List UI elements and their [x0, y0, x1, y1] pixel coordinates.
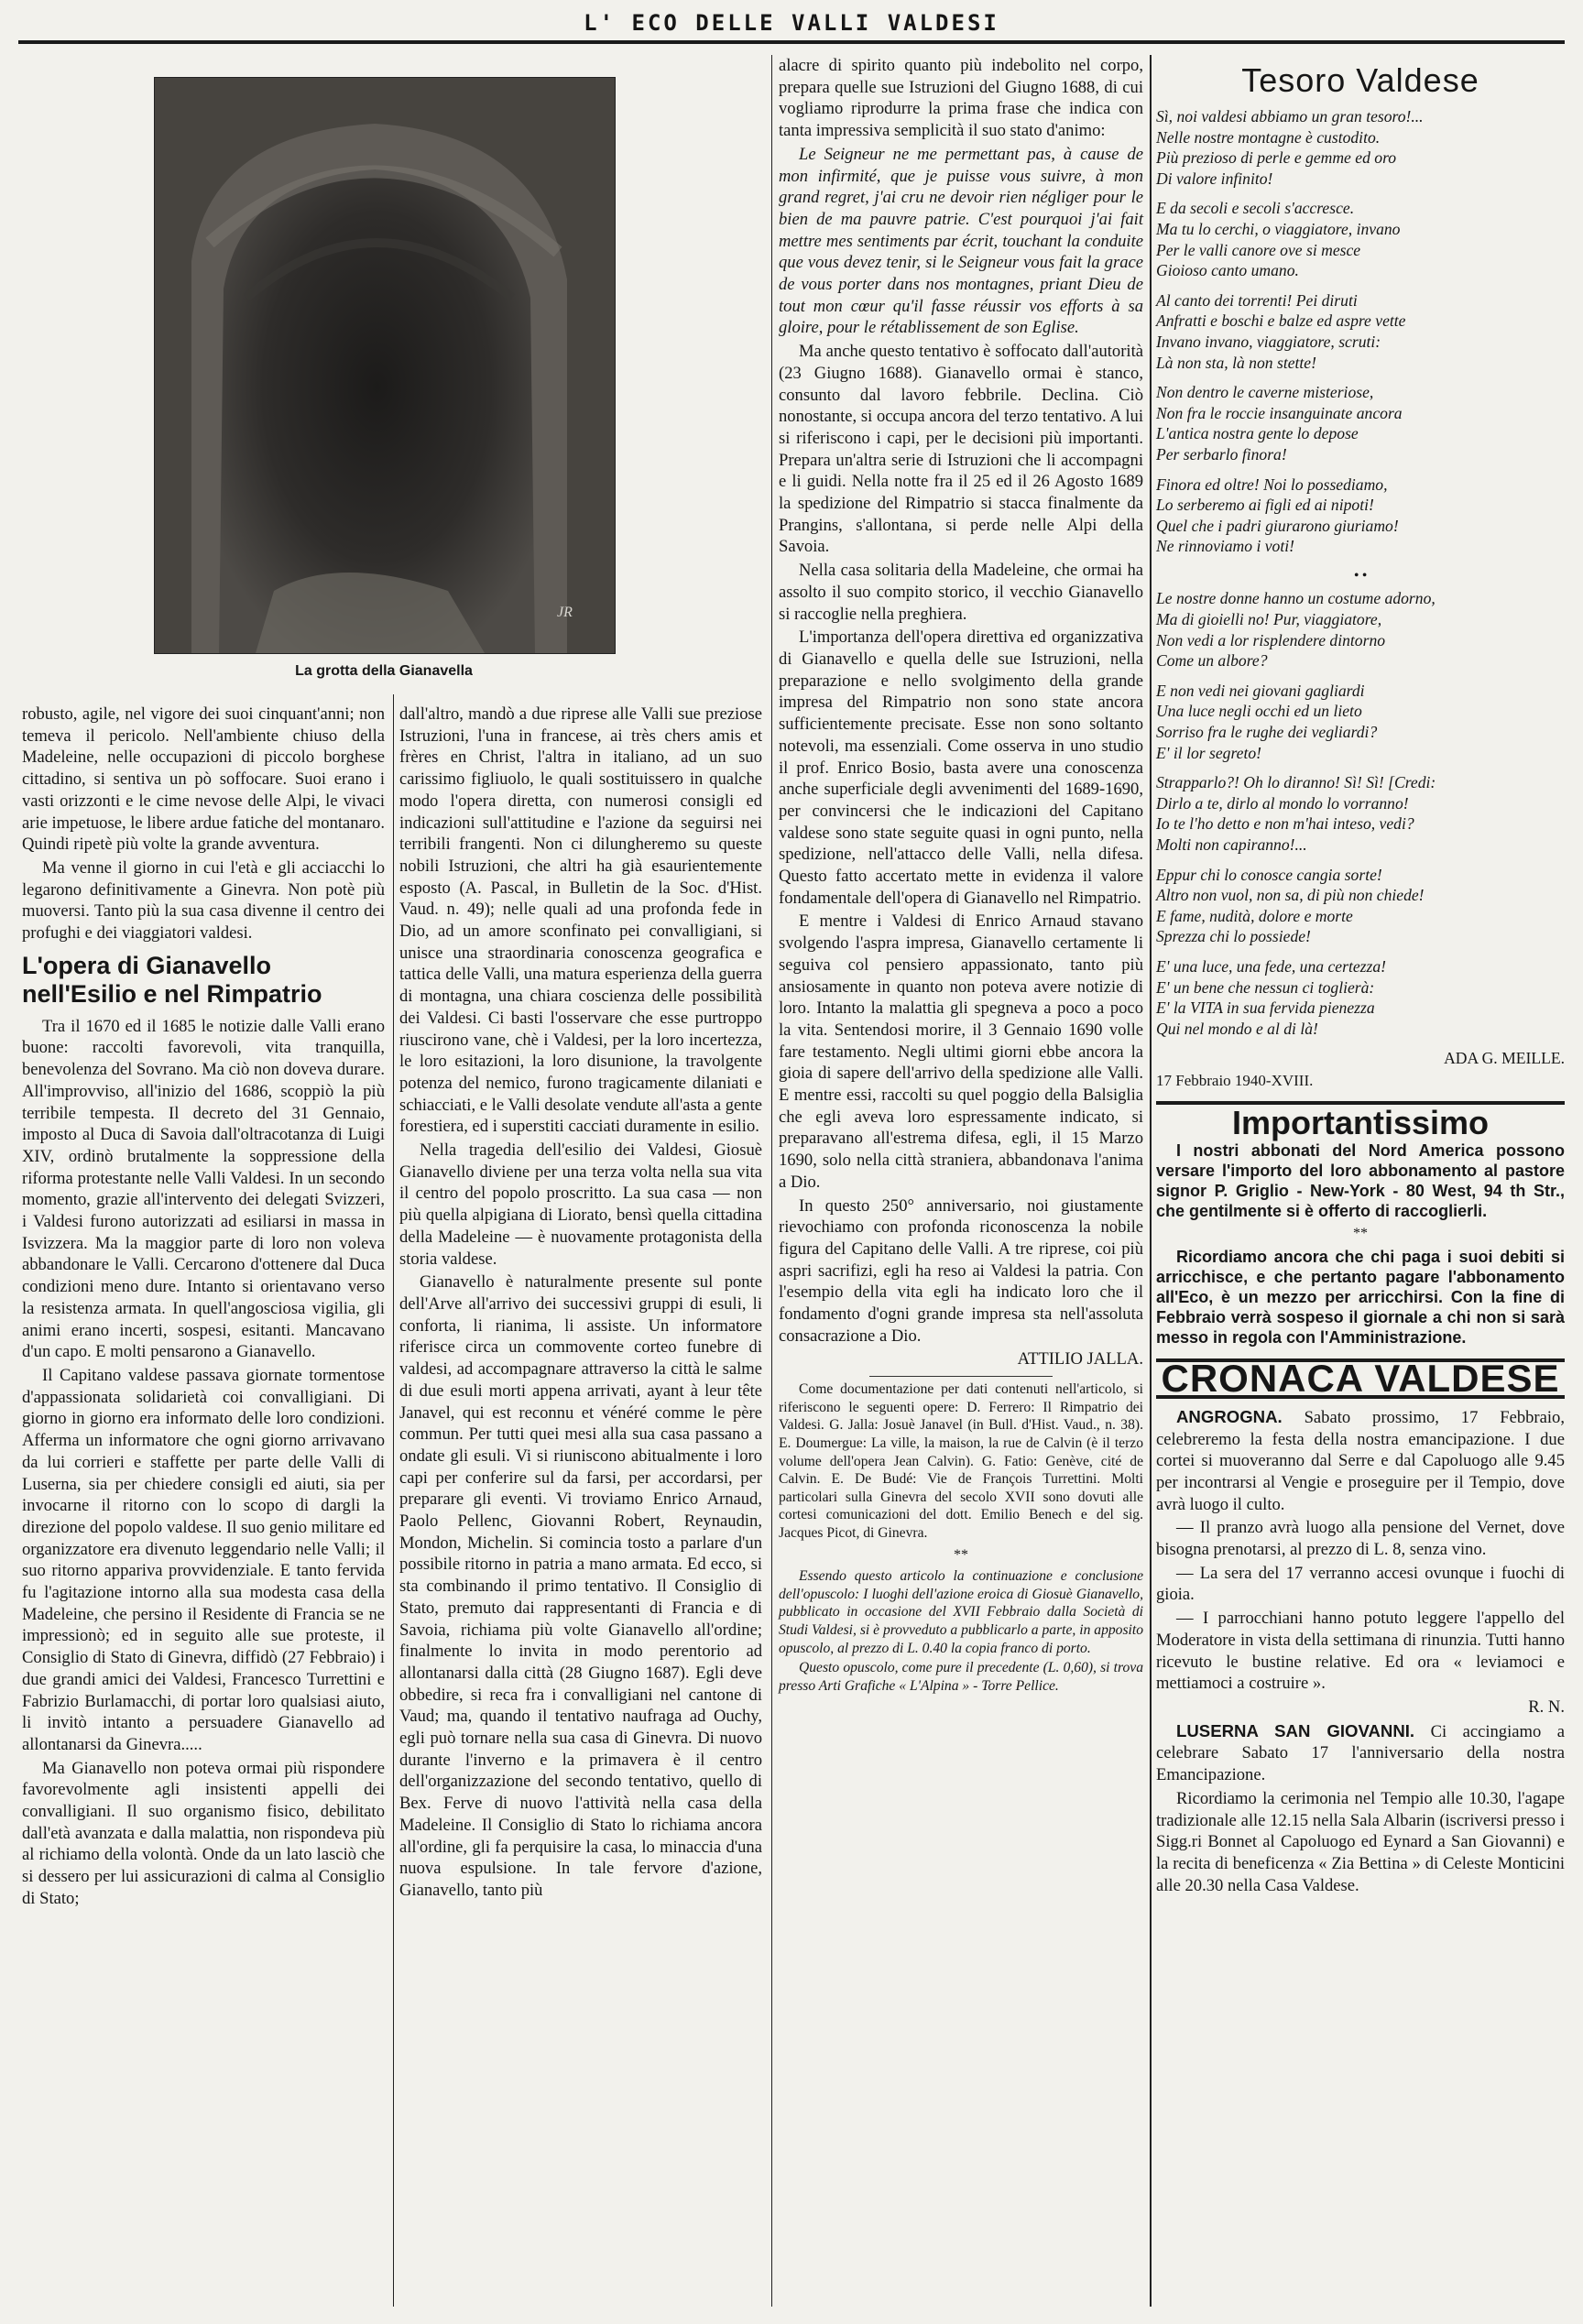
poem-line: Io te l'ho detto e non m'hai inteso, vedi?: [1156, 814, 1414, 834]
poem-stanza: [1156, 588, 1565, 671]
poem-date: 17 Febbraio 1940-XVIII.: [1156, 1072, 1314, 1090]
poem-line: Di valore infinito!: [1156, 169, 1273, 188]
poem-line: E' una luce, una fede, una certezza!: [1156, 956, 1386, 976]
poem-stanza: [1156, 475, 1565, 557]
paragraph: E mentre i Valdesi di Enrico Arnaud stavano svolgendo l'aspra impresa, Gianavello certamente li seguiva col pensiero appassionato, tanto più ansiosamente in quanto non poteva avere notizie di loro. Intanto la malattia gli spegneva a poco a poco la vita. Sentendosi morire, il 3 Gennaio 1690 volle fare testamento. Negli ultimi giorni ebbe ancora la gioia di sapere dell'arrivo della spedizione alle Valli. E mentre essi, raccolti su quel poggio della Balsiglia che egli aveva loro espressamente indicato, si preparavano all'estrema difesa, egli, il 15 Marzo 1690, solo nella città straniera, abbandonava l'anima a Dio.: [779, 911, 1143, 1192]
paragraph: Nella casa solitaria della Madeleine, che ormai ha assolto il suo compito storico, il vecchio Gianavello si raccoglie nella preghiera.: [779, 561, 1143, 624]
poem-line: Qui nel mondo e al di là!: [1156, 1019, 1318, 1038]
poem-stanza: [1156, 290, 1565, 373]
paragraph: In questo 250° anniversario, noi giustamente rievochiamo con profonda riconoscenza la nobile figura del Capitano delle Valli. A tre riprese, coi più aspri sacrifizi, egli ha reso ai Valdesi la patria. Con l'esempio della vita egli ha indicato loro che il fondamento d'ogni grande impresa sta nell'assoluta consacrazione a Dio.: [779, 1195, 1143, 1346]
place-name: LUSERNA SAN GIOVANNI.: [1176, 1720, 1415, 1740]
poem-line: Altro non vuol, non sa, di più non chiede!: [1156, 886, 1425, 905]
paragraph: Ma Gianavello non poteva ormai più rispondere favorevolmente agli insistenti appelli dei convalligiani. Il suo organismo fisico, debilitato dall'età avanzata e dalla malattia, non rispondeva più al richiamo della volontà. Onde da un lato lasciò che si dessero per lui assicurazioni di calma al Consiglio di Stato;: [22, 1758, 385, 1908]
paragraph: Tra il 1670 ed il 1685 le notizie dalle Valli erano buone: raccolti favorevoli, vita tranquilla, benevolenza del Sovrano. Ma ciò non doveva durare. All'improvviso, all'inizio del 1686, scoppiò la più terribile tempesta. Il decreto del 31 Gennaio, imposto al Duca di Savoia dall'oltracotanza di Luigi XIV, ordinò brutalmente la soppressione della riforma protestante nelle Valli Valdesi. In un secondo momento, grazie all'intervento dei delegati Svizzeri, i Valdesi furono autorizzati ad esiliarsi in massa in Isvizzera. Ma la maggior parte di loro non voleva abbandonare le Valli. Cercarono d'ottenere dal Duca condizioni meno dure. Intanto si orientavano verso la resistenza armata. In quell'angosciosa vigilia, gli animi erano incerti, sospesi, esitanti. Mancavano d'un capo. E molti pensarono a Gianavello.: [22, 1016, 386, 1362]
poem-line: Sprezza chi lo possiede!: [1156, 927, 1311, 946]
quote-paragraph: Le Seigneur ne me permettant pas, à cause de mon infirmité, que je puisse vous suivre, à mon grand regret, j'ai cru ne devoir rien négliger pour le bien de ma pauvre patrie. C'est pourquoi j'ai fait mettre mes sentiments par écrit, touchant la conduite que vous devez tenir, si le Seigneur vous fait la grace de vous porter dans nos montagnes, priant Dieu de tout mon cœur qu'il fasse réussir vos efforts à sa gloire, pour le rétablissement de son Eglise.: [779, 144, 1143, 338]
poem-line: Per le valli canore ove si mesce: [1156, 240, 1361, 259]
news-paragraph: Ricordiamo la cerimonia nel Tempio alle 10.30, l'agape tradizionale alle 12.15 nella Sala Albarin (iscriversi presso i Sigg.ri Bonnet al Capoluogo ed Eynard a San Giovanni) e la recita di beneficenza « Zia Bettina » di Celeste Monticini alle 20.30 nella Casa Valdese.: [1156, 1788, 1565, 1895]
poem-line: Invano invano, viaggiatore, scruti:: [1156, 332, 1381, 351]
section-heading: L'opera di Gianavello nell'Esilio e nel Rimpatrio: [22, 951, 322, 1008]
news-paragraph: — Il pranzo avrà luogo alla pensione del Vernet, dove bisogna prenotarsi, al prezzo di L. 8, senza vino.: [1156, 1518, 1565, 1560]
notice-paragraph: Ricordiamo ancora che chi paga i suoi debiti si arricchisce, e che pertanto pagare l'abbonamento all'Eco, è un mezzo per arricchirsi. Con la fine di Febbraio verrà sospeso il giornale a chi non si sarà messo in regola con l'Amministrazione.: [1156, 1248, 1565, 1347]
photo-initials: JR: [557, 605, 573, 620]
poem-line: Ne rinnoviamo i voti!: [1156, 537, 1294, 556]
poem-line: Eppur chi lo conosce cangia sorte!: [1156, 865, 1382, 884]
paragraph: robusto, agile, nel vigore dei suoi cinquant'anni; non temeva il pericolo. Nell'ambiente chiuso della Madeleine, nelle occupazioni di piccolo borghese cittadino, si sentiva un pò soffocare. Suoi erano i vasti orizzonti e le cime nevose delle Alpi, le vivaci arie impetuose, le libere ardue fatiche del montanaro. Quindi ripetè più volte la grande avventura.: [22, 704, 385, 855]
poem-line: Come un albore?: [1156, 651, 1268, 671]
section-title: CRONACA VALDESE: [1161, 1357, 1560, 1401]
footnote-opuscolo: Essendo questo articolo la continuazione e conclusione dell'opuscolo: I luoghi dell'azione eroica di Giosuè Gianavello, pubblicato in occasione del XVII Febbraio dalla Società di Studi Valdesi, si è provveduto a pubblicarlo a parte, in apposito opuscolo, al prezzo di L. 0.40 la copia franco di porto.: [779, 1568, 1143, 1656]
column-rule: [771, 55, 772, 2307]
paragraph: Il Capitano valdese passava giornate tormentose d'appassionata solidarietà coi convalligiani. Di giorno in giorno era informato delle loro condizioni. Afferma un informatore che ogni giorno arrivavano da lui corrieri e staffette per parte delle Valli di Luserna, sia per chiedere consigli ed aiuti, sia per invocarne il ritorno con lo scopo di dargli la direzione del popolo valdese. Il suo genio militare ed organizzatore era divenuto leggendario nelle Valli; il suo ritorno appariva provvidenziale. E tanto fervida fu l'agitazione intorno alla sua modesta casa della Madeleine, che persino il Residente di Francia se ne impressionò; ed in seguito alle sue proteste, il Consiglio di Stato di Ginevra, diffidò (27 Febbraio) i due grandi amici dei Valdesi, Francesco Turrettini e Fabrizio Burlamacchi, di portar loro qualsiasi aiuto, li invitò intanto a persuadere Gianavello ad allontanarsi da Ginevra.....: [22, 1365, 385, 1754]
column-2: [399, 704, 762, 1904]
news-paragraph: — La sera del 17 verranno accesi ovunque i fuochi di gioia.: [1156, 1563, 1565, 1605]
divider: [869, 1376, 1053, 1377]
paragraph: Nella tragedia dell'esilio dei Valdesi, Giosuè Gianavello diviene per una terza volta nella sua vita il centro del popolo proscritto. La sua casa — non più quella alpigiana di Liorato, bensì quella cittadina della Madeleine — è nuovamente protagonista della storia valdese.: [399, 1140, 762, 1269]
poem-stanza: [1156, 198, 1565, 280]
poem-line: E' un bene che nessun ci toglierà:: [1156, 977, 1375, 997]
poem-line: Nelle nostre montagne è custodito.: [1156, 127, 1381, 147]
footnote-price: Questo opuscolo, come pure il precedente (L. 0,60), si trova presso Arti Grafiche « L'Alpina » - Torre Pellice.: [779, 1660, 1143, 1694]
poem-line: Non fra le roccie insanguinate ancora: [1156, 403, 1403, 422]
poem-line: E' il lor segreto!: [1156, 743, 1262, 762]
poem-line: Là non sta, là non stette!: [1156, 353, 1316, 372]
cave-photo: [154, 77, 616, 654]
column-rule: [1150, 55, 1152, 2307]
notice-title: Importantissimo: [1231, 1103, 1490, 1141]
stars-divider: **: [1353, 1226, 1368, 1242]
paragraph: dall'altro, mandò a due riprese alle Valli sue preziose Istruzioni, l'una in francese, ai très chers amis et frères en Christ, l'altra in italiano, ad un suo carissimo figliuolo, le quali sostituissero in qualche modo l'opera diretta, con numerosi consigli ed indicazioni sull'attitudine e l'azione da seguirsi nei terribili frangenti. Non ci dilungheremo su queste nobili Istruzioni, che altri ha già esaurientemente esposto (A. Pascal, in Bulletin de la Soc. d'Hist. Vaud. n. 49); nelle quali ad una profonda fede in Dio, ad un amore sconfinato pei convalligiani, si unisce una straordinaria conoscenza geografica e tattica delle Valli, una matura esperienza della guerra di montagna, una chiara coscienza delle possibilità dei Valdesi. Ci basti l'osservare che esse purtroppo riuscirono vane, chè i Valdesi, per la loro incertezza, le loro esitazioni, la loro disunione, la travolgente potenza del nemico, furono tragicamente dilaniati e schiacciati, e le Valli desolate vendute all'asta a gente forestiera, ed i superstiti cacciati duramente in esilio.: [399, 704, 762, 1137]
news-signature: R. N.: [1528, 1697, 1565, 1717]
stars-divider: **: [954, 1546, 968, 1563]
poem-line: Ma tu lo cerchi, o viaggiatore, invano: [1156, 219, 1401, 238]
article-author: ATTILIO JALLA.: [1017, 1349, 1143, 1369]
poem-line: Non vedi a lor risplendere dintorno: [1156, 630, 1386, 649]
poem-line: Per serbarlo finora!: [1156, 444, 1287, 464]
poem-line: Strapparlo?! Oh lo diranno! Sì! Sì! [Credi:: [1156, 773, 1436, 792]
poem-stanza: [1156, 382, 1565, 464]
news-paragraph: — I parrocchiani hanno potuto leggere l'appello del Moderatore in vista della settimana di rinunzia. Tutti hanno ricevuto le bustine relative. Ed ora « leviamoci e mettiamoci a costruire ».: [1156, 1609, 1565, 1694]
masthead: [18, 7, 1565, 44]
column-rule: [393, 694, 394, 2307]
poem-line: Sì, noi valdesi abbiamo un gran tesoro!...: [1156, 107, 1424, 125]
poem-line: Una luce negli occhi ed un lieto: [1156, 702, 1362, 721]
poem-line: Le nostre donne hanno un costume adorno,: [1156, 589, 1436, 608]
paragraph: Ma anche questo tentativo è soffocato dall'autorità (23 Giugno 1688). Gianavello ormai è stanco, consunto dal lavoro febbrile. Declina. Ciò nonostante, si occupa ancora del terzo tentativo. A lui si riferiscono i capi, per le decisioni più importanti. Prepara un'altra serie di Istruzioni che li accompagni e li guidi. Nella notte fra il 25 ed il 26 Agosto 1689 la spedizione del Rimpatrio si stacca finalmente da Prangins, s'allontana, si perde nelle Alpi della Savoia.: [779, 342, 1143, 557]
footnote-sources: Come documentazione per dati contenuti nell'articolo, si riferiscono le seguenti opere: D. Ferrero: Il Rimpatrio dei Valdesi. G. Jalla: Josuè Janavel (in Bull. d'Hist. Vaud., n. 38). E. Doumergue: La ville, la maison, la rue de Calvin (è il terzo volume dell'opera Jean Calvin). G. Fatio: Genève, cité de Calvin. E. De Budé: Vie de François Turrettini. Molti particolari sulla Ginevra del secolo XVII sono dovuti alle cortesi comunicazioni del dott. Emilio Benech e del sig. Jacques Picot, di Ginevra.: [779, 1381, 1143, 1541]
poem: [1156, 106, 1565, 1039]
poem-line: Ma di gioielli no! Pur, viaggiatore,: [1156, 610, 1382, 629]
news-text: Ci accingiamo a celebrare Sabato 17 l'anniversario della nostra Emancipazione.: [1156, 1721, 1565, 1785]
poem-line: Anfratti e boschi e balze ed aspre vette: [1156, 311, 1406, 331]
poem-line: Finora ed oltre! Noi lo possediamo,: [1156, 475, 1388, 494]
column-3: [779, 55, 1143, 1697]
poem-author: ADA G. MEILLE.: [1444, 1049, 1565, 1068]
poem-line: Gioioso canto umano.: [1156, 261, 1299, 280]
column-4: [1156, 60, 1565, 1898]
news-paragraph: [1156, 1720, 1565, 1786]
cave-illustration: [155, 78, 615, 653]
place-name: ANGROGNA.: [1176, 1406, 1283, 1426]
poem-line: Al canto dei torrenti! Pei diruti: [1156, 290, 1358, 310]
newspaper-title: L' ECO DELLE VALLI VALDESI: [584, 10, 999, 36]
poem-line: E' la VITA in sua fervida pienezza: [1156, 998, 1375, 1018]
poem-line: E fame, nudità, dolore e morte: [1156, 906, 1353, 925]
paragraph: Gianavello è naturalmente presente sul ponte dell'Arve all'arrivo dei successivi gruppi di esuli, li conforta, li rianima, li assiste. Un informatore riferisce circa un commovente corteo funebre di valdesi, ad accompagnare attraverso la città le salme di due esuli morti appena arrivati, ayant à leur tête Janavel, qui est reconnu et vénéré comme le père commun. Per tutti quei mesi alla sua casa passano a ondate gli esuli. Vi si riuniscono abitualmente i loro capi per conferire sul da farsi, per accordarsi, per preparare gli eventi. Vi troviamo Enrico Arnaud, Paolo Pellenc, Giovanni Robert, Reynaudin, Mondon, Michelin. Si comincia tosto a parlare d'un possibile ritorno in patria a mano armata. Ed ecco, si sta combinando il primo tentativo. Il Consiglio di Stato, premuto dai rappresentanti di Francia e di Savoia, richiama più volte Gianavello all'ordine; finalmente lo invita in modo perentorio ad allontanarsi dalla città (28 Giugno 1687). Egli deve obbedire, si reca fra i convalligiani nel cantone di Vaud; ma, quando il tentativo naufraga ad Ouchy, egli può tornare nella sua casa di Ginevra. Di nuovo durante l'inverno e la primavera è il centro dell'organizzazione del secondo tentativo, quello di Bex. Ferve di nuovo l'attività nella casa della Madeleine. Il Consiglio di Stato lo richiama ancora all'ordine, gli fa perquisire la casa, lo minaccia d'una nuova espulsione. In tale fervore d'azione, Gianavello, tanto più: [399, 1272, 762, 1900]
photo-caption: La grotta della Gianavella: [295, 663, 473, 679]
poem-stanza: [1156, 865, 1565, 947]
poem-line: Lo serberemo ai figli ed ai nipoti!: [1156, 496, 1374, 515]
poem-line: E da secoli e secoli s'accresce.: [1156, 199, 1355, 218]
column-1: [22, 704, 385, 1912]
notice-paragraph: I nostri abbonati del Nord America possono versare l'importo del loro abbonamento al pastore signor P. Griglio - New-York - 80 West, 94 th Str., che gentilmente si è offerto di raccoglierli.: [1156, 1141, 1565, 1221]
stars-divider: • •: [1353, 567, 1368, 584]
paragraph: L'importanza dell'opera direttiva ed organizzativa di Gianavello e quella delle sue Istruzioni, nella preparazione e nello svolgimento della grande impresa del Rimpatrio non sono state ancora sufficientemente precisate. Esse non sono soltanto notevoli, ma essenziali. Come osserva in uno studio il prof. Enrico Bosio, basta avere una conoscenza anche superficiale degli avvenimenti del 1689-1690, per convincersi che le indicazioni del Capitano valdese sono state seguite quasi in ogni punto, nella spedizione, nell'attacco delle Valli, nella difesa. Questo fatto accertato mette in evidenza il valore fondamentale dell'opera di Gianavello nel Rimpatrio.: [779, 627, 1143, 908]
poem-stanza: [1156, 681, 1565, 763]
news-text: Sabato prossimo, 17 Febbraio, celebreremo la festa della nostra emancipazione. I due cortei si muoveranno dal Serre e dal Capoluogo alle 9.45 per incontrarsi al Vengie e proseguire per il Tempio, dove avrà luogo il culto.: [1156, 1407, 1565, 1514]
poem-line: Quel che i padri giurarono giuriamo!: [1156, 516, 1399, 535]
poem-line: E non vedi nei giovani gagliardi: [1156, 681, 1365, 700]
poem-stanza: [1156, 956, 1565, 1039]
poem-stanza: [1156, 772, 1565, 855]
poem-line: Dirlo a te, dirlo al mondo lo vorranno!: [1156, 793, 1409, 813]
paragraph: alacre di spirito quanto più indebolito nel corpo, prepara quelle sue Istruzioni del Giugno 1688, di cui vogliamo riprodurre la prima frase che indica con tanta impressiva semplicità il suo stato d'animo:: [779, 56, 1143, 141]
poem-line: Non dentro le caverne misteriose,: [1156, 383, 1374, 402]
poem-line: L'antica nostra gente lo depose: [1156, 424, 1359, 443]
news-paragraph: [1156, 1406, 1565, 1516]
paragraph: Ma venne il giorno in cui l'età e gli acciacchi lo legarono definitivamente a Ginevra. Non potè più muoversi. Tanto più la sua casa divenne il centro dei profughi e dei viaggiatori valdesi.: [22, 857, 385, 944]
poem-line: Più prezioso di perle e gemme ed oro: [1156, 148, 1397, 168]
poem-stanza: [1156, 106, 1565, 189]
poem-line: Sorriso fra le rughe dei vegliardi?: [1156, 723, 1378, 742]
poem-title: Tesoro Valdese: [1241, 61, 1479, 99]
poem-line: Molti non capiranno!...: [1156, 835, 1307, 854]
